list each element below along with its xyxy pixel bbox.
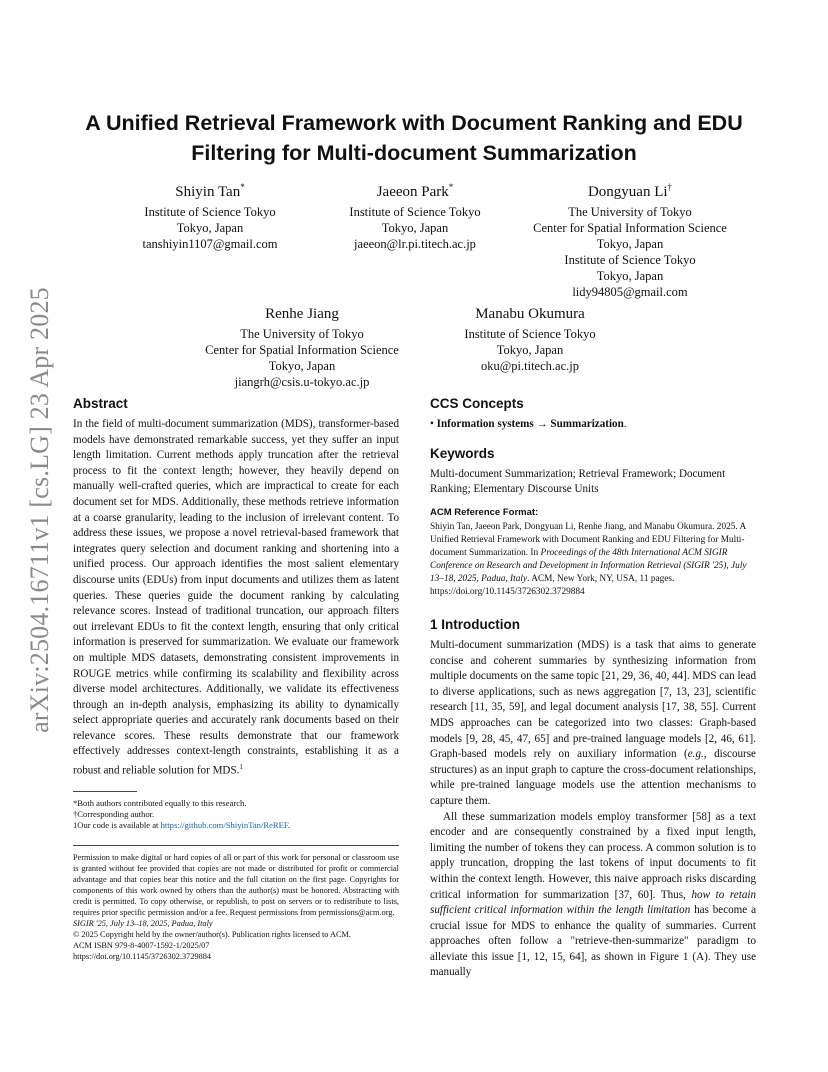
- author-block-1: [110, 178, 310, 252]
- footnote-code: 1Our code is available at https://github.com/ShiyinTan/ReREF.: [73, 820, 291, 831]
- introduction-body: [430, 638, 756, 981]
- author-affiliation: Institute of Science Tokyo: [564, 253, 696, 267]
- author-affiliation: Institute of Science Tokyo: [464, 327, 596, 341]
- footnote-corresponding-author: †Corresponding author.: [73, 809, 155, 820]
- author-block-5: [430, 305, 630, 374]
- author-location: Tokyo, Japan: [176, 221, 244, 235]
- author-affiliation: Institute of Science Tokyo: [144, 205, 276, 219]
- author-block-4: [192, 305, 412, 390]
- author-block-2: [315, 178, 515, 252]
- left-column: [73, 396, 399, 962]
- author-affiliation: Center for Spatial Information Science: [533, 221, 727, 235]
- intro-paragraph-2: All these summarization models employ transformer [58] as a text encoder and are consequently constrained by a fixed input length, limiting the number of tokens they can process. A common solution is to apply truncation, dropping the last tokens of input documents to fit within the context length. However, this naive approach risks discarding critical information for summarization [37, 60]. Thus, how to retain sufficient critical information within the length limitation has become a crucial issue for MDS to enhance the quality of summaries. Current approaches often follow a "retrieve-then-summarize" paradigm to alleviate this issue [1, 12, 15, 64], as shown in Figure 1 (A). They use manually: [430, 810, 756, 979]
- code-repository-link[interactable]: https://github.com/ShiyinTan/ReREF: [160, 820, 288, 831]
- author-affiliation: The University of Tokyo: [240, 327, 364, 341]
- ccs-heading: CCS Concepts: [430, 396, 524, 411]
- footnote-divider: [73, 791, 137, 792]
- paper-title: [60, 108, 768, 168]
- permission-divider: [73, 845, 399, 846]
- author-name: Shiyin Tan*: [175, 182, 245, 200]
- author-name: Renhe Jiang: [265, 306, 339, 322]
- arxiv-id-text: arXiv:2504.16711v1 [cs.LG] 23 Apr 2025: [25, 287, 55, 733]
- permission-notice: Permission to make digital or hard copies of all or part of this work for personal or classroom use is granted without fee provided that copies are not made or distributed for profit or commercial advantage and that copies bear this notice and the full citation on the first page. Copyrights for components of this work owned by others than the author(s) must be honored. Abstracting with credit is permitted. To copy otherwise, or republish, to post on servers or to redistribute to lists, requires prior specific permission and/or a fee. Request permissions from permissions@acm.org.: [73, 853, 399, 918]
- abstract-footnote-mark: 1: [239, 763, 243, 772]
- author-email: lidy94805@gmail.com: [572, 285, 688, 299]
- abstract-body: [73, 417, 399, 779]
- ccs-concept-item: • Information systems → Summarization.: [430, 418, 627, 430]
- author-name: Manabu Okumura: [475, 306, 585, 322]
- isbn: ACM ISBN 979-8-4007-1592-1/2025/07: [73, 941, 210, 951]
- author-location: Tokyo, Japan: [496, 343, 564, 357]
- doi-link[interactable]: https://doi.org/10.1145/3726302.3729884: [73, 952, 212, 962]
- author-affiliation: Institute of Science Tokyo: [349, 205, 481, 219]
- copyright-notice: © 2025 Copyright held by the owner/author(s). Publication rights licensed to ACM.: [73, 930, 351, 940]
- abstract-text: In the field of multi-document summarization (MDS), transformer-based models have demonstrated remarkable success, yet they suffer an input length limitation. Current methods apply truncation after the retrieval process to fit the context length; however, they heavily depend on manually well-crafted queries, which are impractical to create for each document set for MDS. Additionally, these methods retrieve information at a coarse granularity, leading to the inclusion of irrelevant content. To address these issues, we propose a novel retrieval-based framework that integrates query selection and document ranking and shortening into a unified process. Our approach identifies the most salient elementary discourse units (EDUs) from input documents and utilizes them as latent queries. These queries guide the document ranking by calculating relevance scores. Instead of traditional truncation, our approach filters out irrelevant EDUs to fit the context length, ensuring that only critical information is preserved for summarization. We evaluate our framework on multiple MDS datasets, demonstrating consistent improvements in ROUGE metrics while confirming its scalability and flexibility across diverse model architectures. Additionally, we validate its effectiveness through an in-depth analysis, emphasizing its ability to dynamically select appropriate queries and accurately rank documents based on their relevance scores. These results demonstrate that our framework effectively addresses context-length constraints, establishing it as a robust and reliable solution for MDS.: [73, 418, 399, 777]
- author-location: Tokyo, Japan: [381, 221, 449, 235]
- acm-reference-heading: ACM Reference Format:: [430, 507, 539, 518]
- acm-reference-text: Shiyin Tan, Jaeeon Park, Dongyuan Li, Renhe Jiang, and Manabu Okumura. 2025. A Unified Retrieval Framework with Document Ranking and EDU Filtering for Multi-document Summarization. In Proceedings of the 48th International ACM SIGIR Conference on Research and Development in Information Retrieval (SIGIR '25), July 13–18, 2025, Padua, Italy. ACM, New York, NY, USA, 11 pages. https://doi.org/10.1145/3726302.3729884: [430, 522, 747, 597]
- keywords-heading: Keywords: [430, 446, 495, 461]
- author-email: tanshiyin1107@gmail.com: [142, 237, 278, 251]
- author-affiliation: Center for Spatial Information Science: [205, 343, 399, 357]
- title-line-1: A Unified Retrieval Framework with Document Ranking and EDU: [85, 111, 743, 135]
- abstract-heading: Abstract: [73, 396, 128, 411]
- intro-paragraph-1: Multi-document summarization (MDS) is a task that aims to generate concise and coherent summaries by synthesizing information from multiple documents on the same topic [21, 29, 36, 40, 44]. MDS can lead to diverse applications, such as news aggregation [7, 13, 23], scientific research [11, 35, 59], and legal document analysis [17, 38, 55]. Current MDS approaches can be categorized into two classes: Graph-based models [9, 28, 45, 47, 65] and pre-trained language models [2, 46, 61]. Graph-based models rely on auxiliary information (e.g., discourse structures) as an input graph to capture the cross-document relationships, while pre-trained language models use the attention mechanisms to capture them.: [430, 639, 756, 807]
- author-name: Jaeeon Park*: [376, 182, 454, 200]
- right-column: [430, 396, 756, 981]
- author-name: Dongyuan Li†: [587, 182, 673, 200]
- title-line-2: Filtering for Multi-document Summarization: [191, 141, 637, 165]
- arxiv-identifier-stamp: [22, 287, 58, 733]
- footnote-equal-contribution: *Both authors contributed equally to this research.: [73, 798, 247, 809]
- author-affiliation: The University of Tokyo: [568, 205, 692, 219]
- author-block-3: [520, 178, 740, 300]
- keywords-text: Multi-document Summarization; Retrieval Framework; Document Ranking; Elementary Discourse Units: [430, 468, 726, 495]
- author-location: Tokyo, Japan: [268, 359, 336, 373]
- introduction-heading: 1 Introduction: [430, 617, 520, 632]
- conference-venue: SIGIR '25, July 13–18, 2025, Padua, Italy: [73, 919, 213, 929]
- author-email: oku@pi.titech.ac.jp: [481, 359, 579, 373]
- author-location: Tokyo, Japan: [596, 269, 664, 283]
- author-email: jaeeon@lr.pi.titech.ac.jp: [354, 237, 476, 251]
- author-location: Tokyo, Japan: [596, 237, 664, 251]
- author-email: jiangrh@csis.u-tokyo.ac.jp: [234, 375, 370, 389]
